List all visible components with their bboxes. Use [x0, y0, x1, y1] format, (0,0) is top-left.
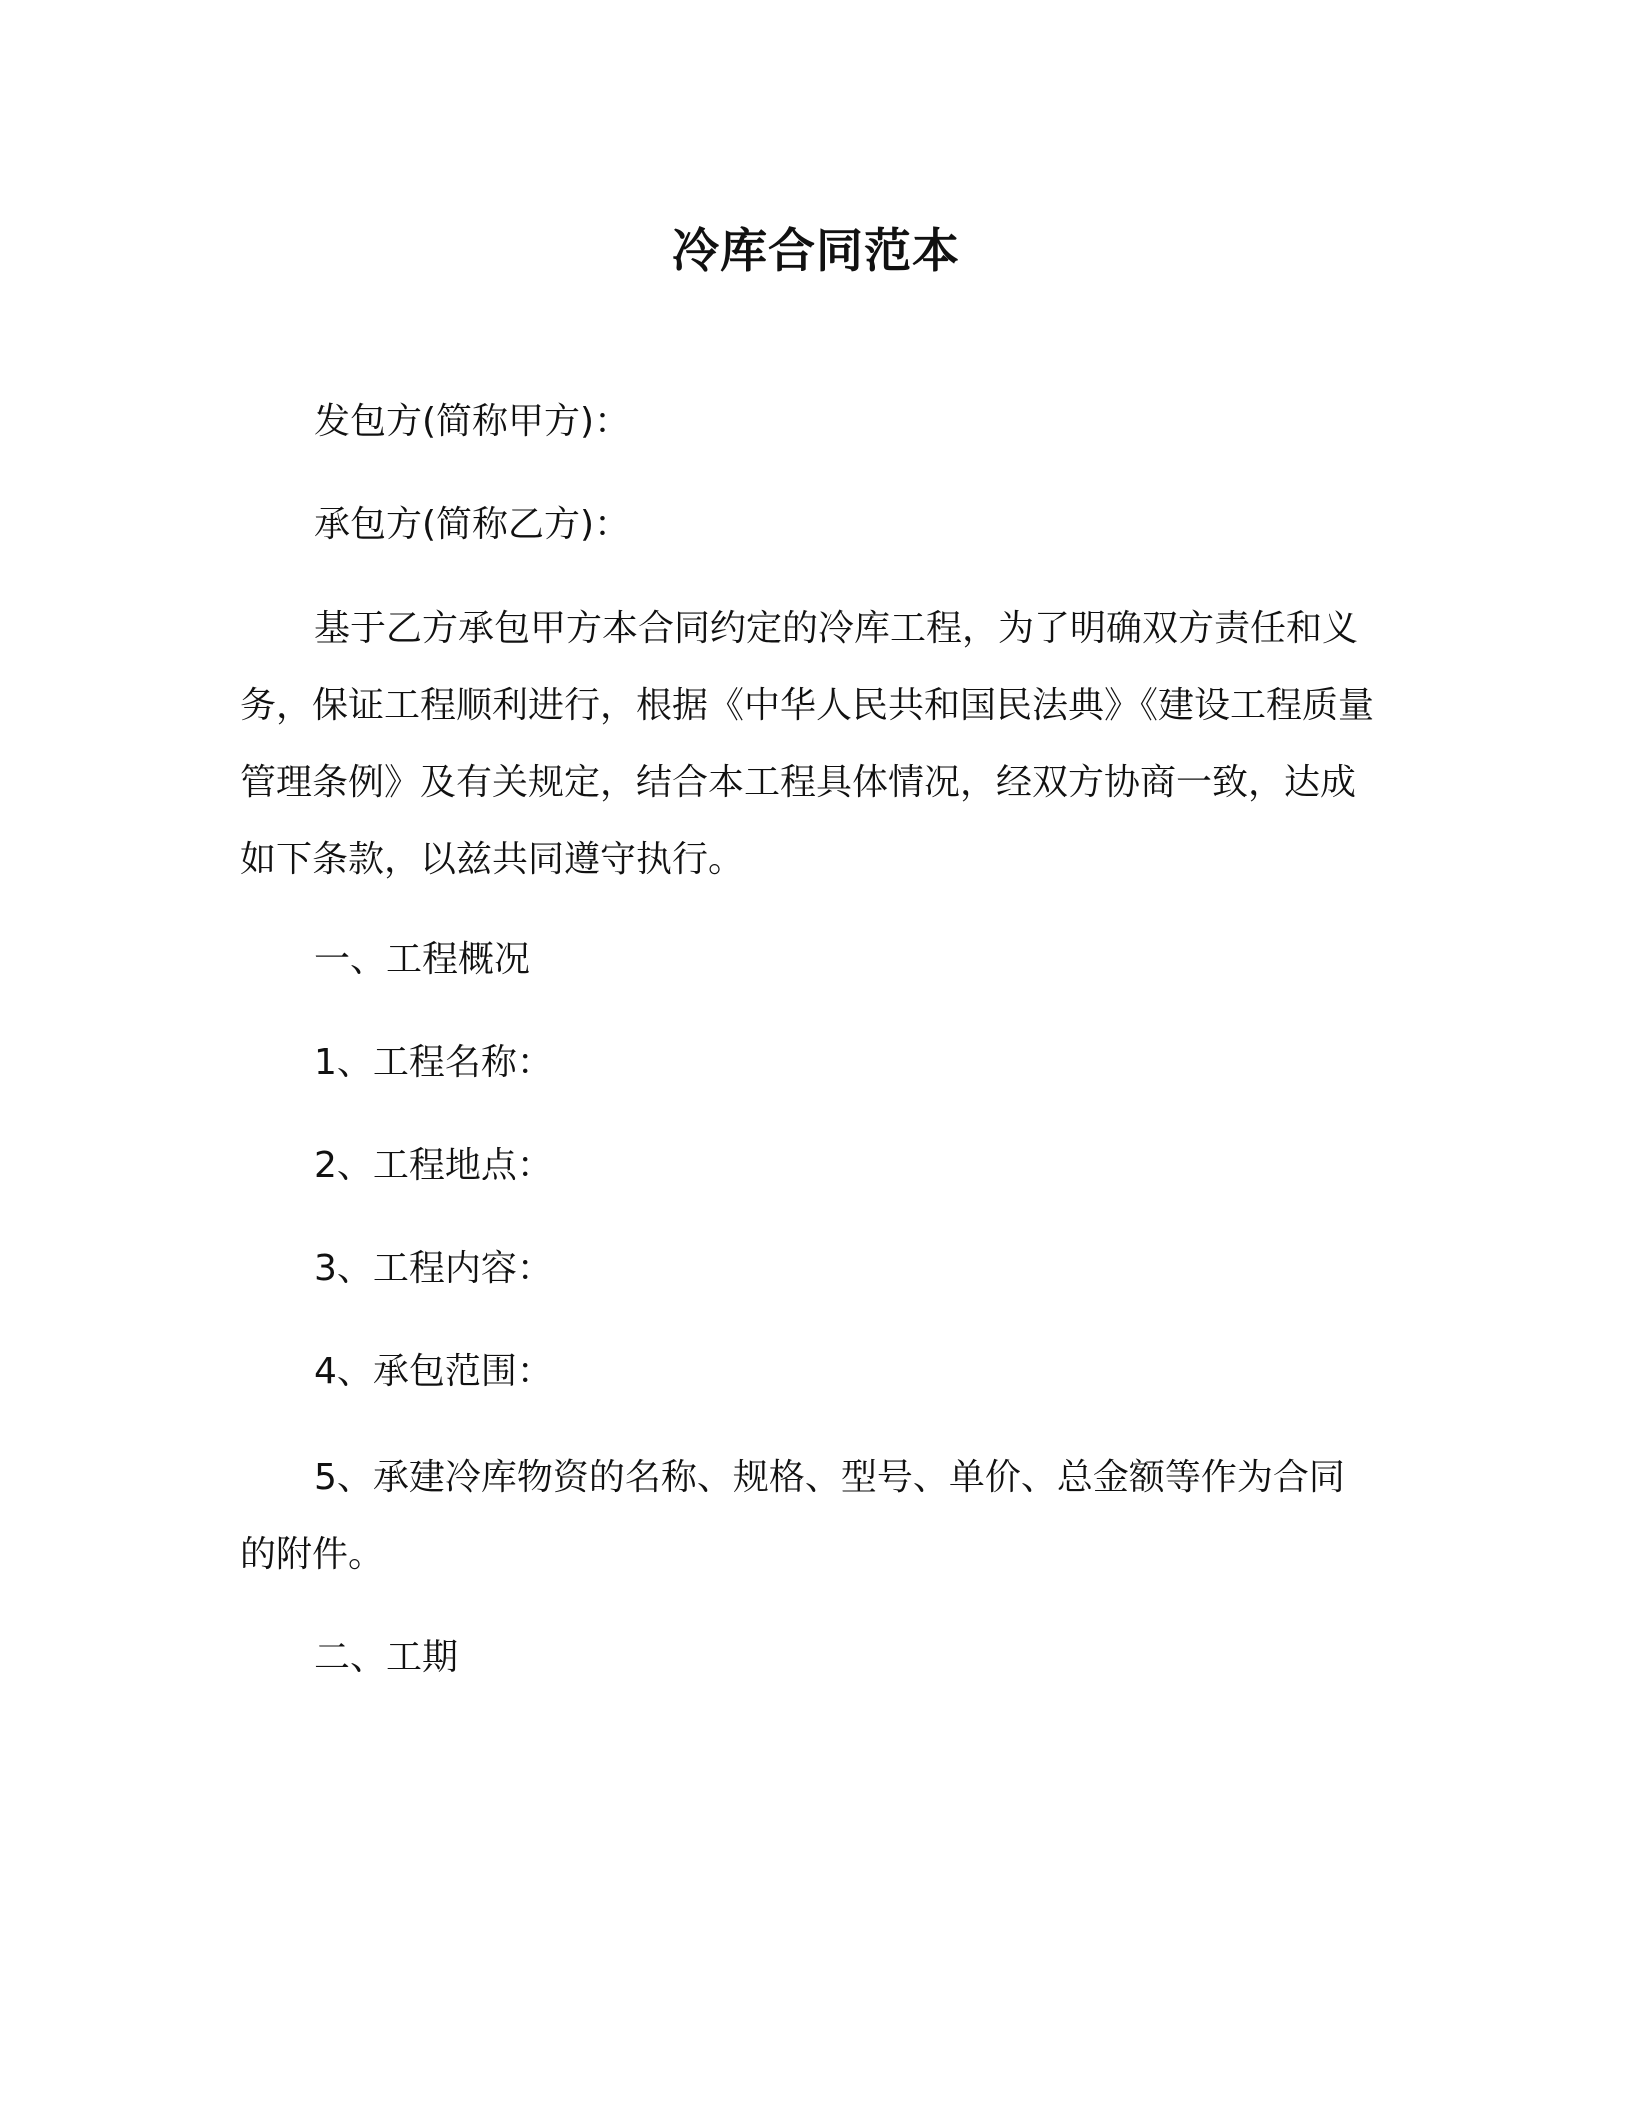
item-5-paragraph: 5、承建冷库物资的名称、规格、型号、单价、总金额等作为合同的附件。 [240, 1457, 1345, 1575]
item-2-project-location: 2、工程地点： [314, 1145, 553, 1186]
item-3-project-content: 3、工程内容： [314, 1248, 553, 1289]
section-2-heading: 二、工期 [314, 1637, 459, 1678]
party-a-line: 发包方(简称甲方)： [314, 401, 631, 442]
preamble-paragraph: 基于乙方承包甲方本合同约定的冷库工程，为了明确双方责任和义务，保证工程顺利进行，根据《中华人民共和国民法典》《建设工程质量管理条例》及有关规定，结合本工程具体情况，经双方协商一致，达成如下条款，以兹共同遵守执行。 [240, 608, 1375, 880]
document-title: 冷库合同范本 [672, 224, 960, 279]
party-b-line: 承包方(简称乙方)： [314, 504, 631, 545]
item-1-project-name: 1、工程名称： [314, 1042, 553, 1083]
section-1-heading: 一、工程概况 [314, 939, 531, 980]
item-4-contract-scope: 4、承包范围： [314, 1351, 553, 1392]
